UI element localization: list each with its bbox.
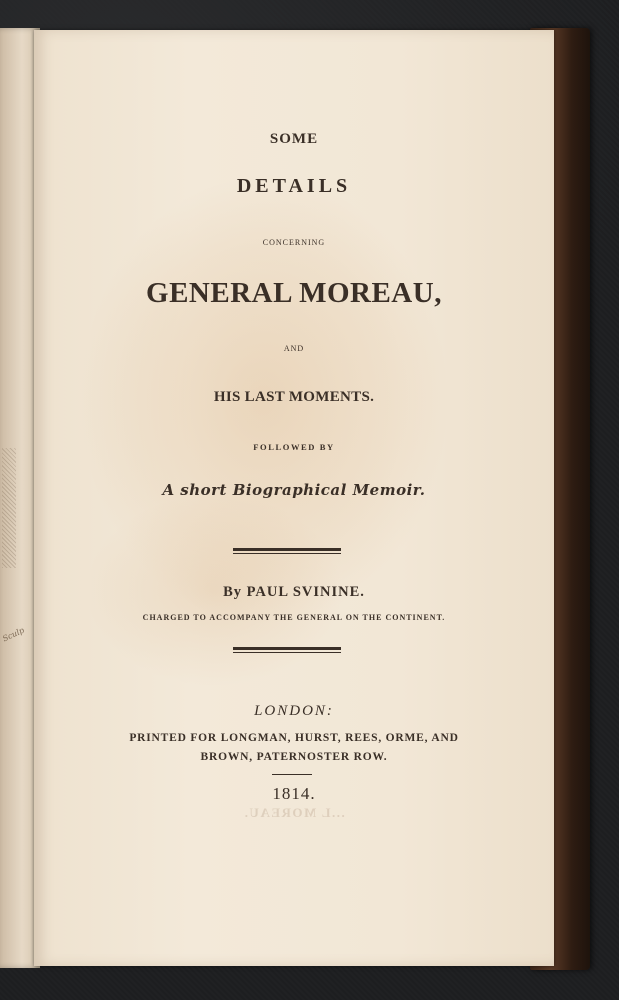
author-line: By PAUL SVININE.: [223, 584, 365, 600]
show-through-text: ...L MOREAU.: [243, 805, 345, 820]
facing-page-engraving-edge: [2, 448, 16, 568]
double-rule-top: [233, 548, 341, 554]
imprint-rule: [272, 774, 312, 775]
title-line-concerning: CONCERNING: [262, 238, 326, 247]
imprint-line-2: BROWN, PATERNOSTER ROW.: [200, 751, 388, 763]
facing-page-mark: Sculp: [1, 625, 26, 644]
title-line-some: SOME: [269, 131, 319, 147]
title-line-memoir: A short Biographical Memoir.: [162, 481, 426, 499]
title-page: [34, 30, 554, 966]
title-line-followed-by: FOLLOWED BY: [253, 442, 335, 452]
author-note: CHARGED TO ACCOMPANY THE GENERAL ON THE CONTINENT.: [142, 613, 446, 622]
title-line-last-moments: HIS LAST MOMENTS.: [213, 389, 375, 405]
imprint-city: LONDON:: [254, 703, 334, 719]
title-line-and: AND: [283, 344, 305, 353]
imprint-line-1: PRINTED FOR LONGMAN, HURST, REES, ORME, AND: [129, 732, 459, 744]
title-subject: GENERAL MOREAU,: [146, 277, 442, 309]
title-line-details: DETAILS: [236, 175, 352, 197]
imprint-year: 1814.: [272, 784, 316, 803]
double-rule-bottom: [233, 647, 341, 653]
